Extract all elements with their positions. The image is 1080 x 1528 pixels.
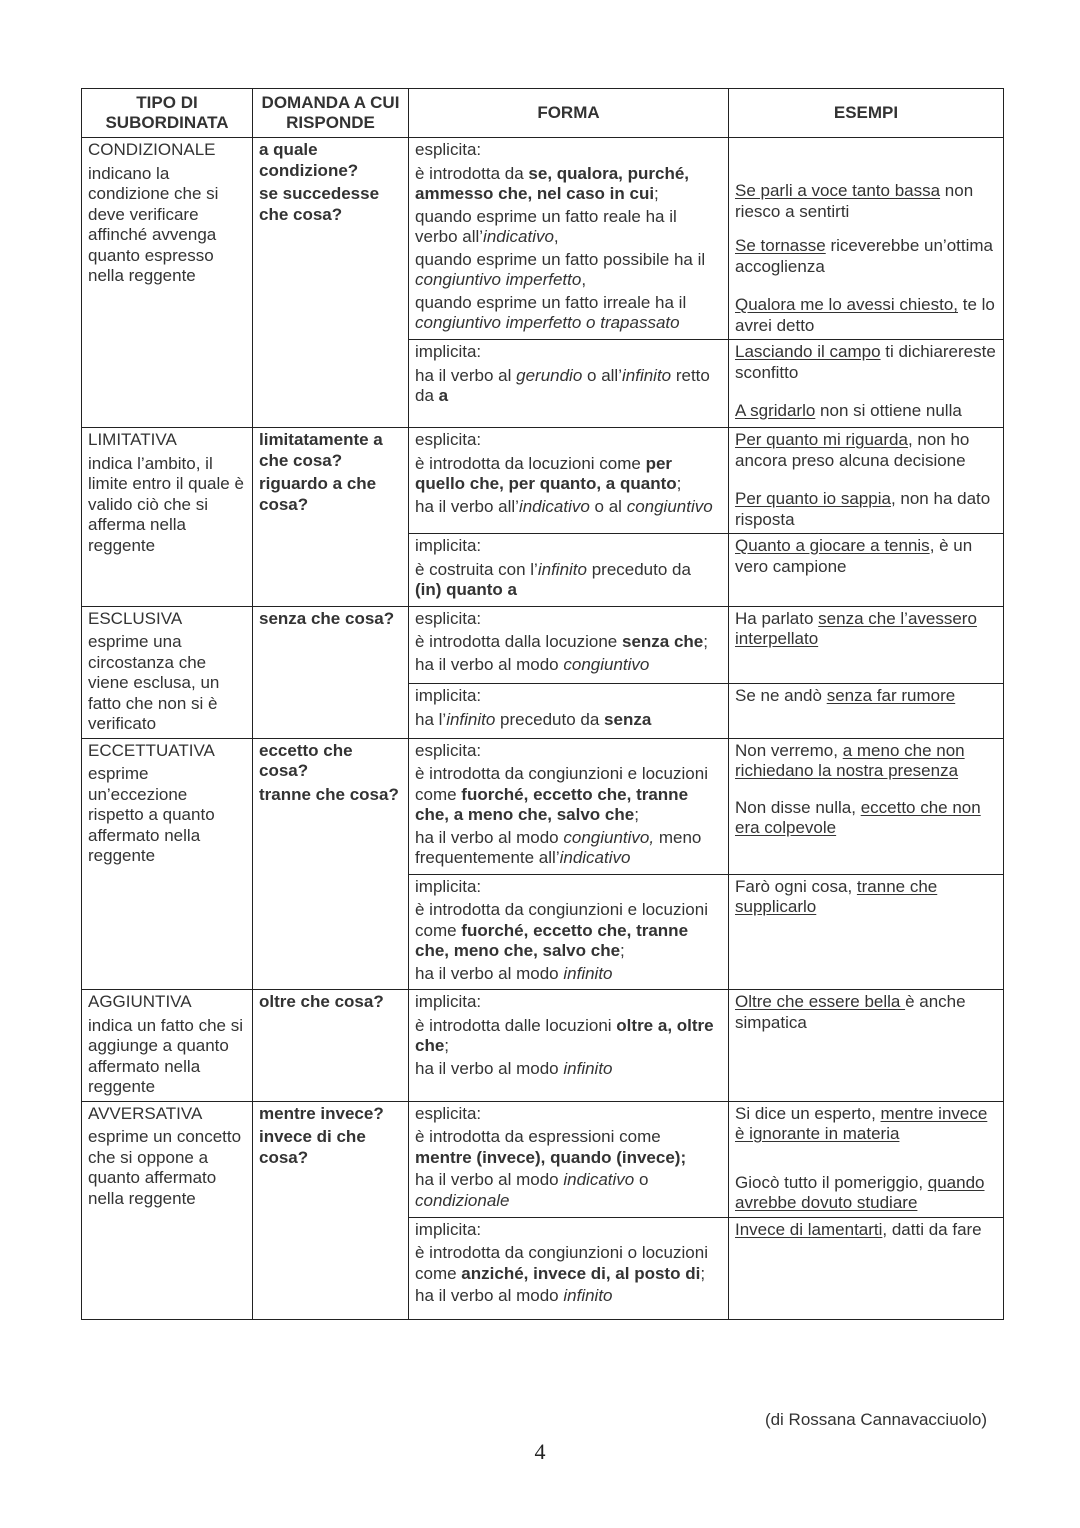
esempi-cell xyxy=(729,738,1004,874)
esempio: A sgridarlo non si ottiene nulla xyxy=(735,401,962,420)
esempio: Ha parlato senza che l’avessero interpellato xyxy=(735,608,977,648)
forma-esplicita xyxy=(409,428,729,534)
esempio: Non verremo, a meno che non richiedano la nostra presenza xyxy=(735,740,965,780)
forma-label: esplicita: xyxy=(415,140,482,159)
esempio: Si dice un esperto, mentre invece è ignorante in materia xyxy=(735,1103,988,1143)
row-limitativa-esplicita xyxy=(82,428,1004,534)
forma-label: esplicita: xyxy=(415,1103,482,1123)
forma-line: è costruita con l’infinito preceduto da (in) quanto a xyxy=(415,559,691,599)
domanda-cell xyxy=(253,990,409,1102)
esempio: Per quanto io sappia, non ha dato risposta xyxy=(735,489,991,529)
tipo-desc: esprime un’eccezione rispetto a quanto affermato nella reggente xyxy=(88,764,215,865)
domanda-cell xyxy=(253,138,409,428)
header-forma: FORMA xyxy=(409,89,729,138)
header-row xyxy=(82,89,1004,138)
forma-line: ha il verbo al modo congiuntivo xyxy=(415,654,650,674)
esempi-cell xyxy=(729,990,1004,1102)
row-avversativa-esplicita xyxy=(82,1101,1004,1217)
tipo-cell xyxy=(82,738,253,990)
forma-line: ha il verbo al gerundio o all’infinito retto da a xyxy=(415,365,710,405)
row-condizionale-esplicita xyxy=(82,138,1004,340)
forma-implicita xyxy=(409,1217,729,1319)
forma-implicita xyxy=(409,340,729,428)
esempi-cell xyxy=(729,428,1004,534)
tipo-name: CONDIZIONALE xyxy=(88,140,216,159)
forma-line: ha il verbo al modo infinito xyxy=(415,963,613,983)
esempio: Quanto a giocare a tennis, è un vero campione xyxy=(735,536,973,576)
domanda: mentre invece? xyxy=(259,1103,384,1123)
forma-line: è introdotta da congiunzioni e locuzioni come fuorché, eccetto che, tranne che, meno che, salvo che; xyxy=(415,900,708,960)
header-domanda: DOMANDA A CUI RISPONDE xyxy=(253,89,409,138)
domanda: se succedesse che cosa? xyxy=(259,184,380,224)
tipo-desc: esprime una circostanza che viene esclusa, un fatto che non si è verificato xyxy=(88,632,220,733)
row-esclusiva-esplicita xyxy=(82,606,1004,684)
tipo-cell xyxy=(82,138,253,428)
forma-line: quando esprime un fatto reale ha il verbo all’indicativo, xyxy=(415,206,677,246)
forma-line: ha il verbo al modo infinito xyxy=(415,1286,613,1305)
tipo-cell xyxy=(82,1101,253,1319)
forma-line: è introdotta da locuzioni come per quello che, per quanto, a quanto; xyxy=(415,453,682,493)
forma-line: è introdotta da congiunzioni o locuzioni come anziché, invece di, al posto di; xyxy=(415,1243,708,1283)
esempio: Non disse nulla, eccetto che non era colpevole xyxy=(735,797,981,837)
domanda: tranne che cosa? xyxy=(259,784,399,804)
forma-esplicita xyxy=(409,138,729,340)
forma-label: esplicita: xyxy=(415,430,482,449)
row-eccettuativa-esplicita xyxy=(82,738,1004,874)
forma-esplicita xyxy=(409,1101,729,1217)
esempio: Giocò tutto il pomeriggio, quando avrebbe dovuto studiare xyxy=(735,1172,985,1212)
tipo-desc: indicano la condizione che si deve verificare affinché avvenga quanto espresso nella reggente xyxy=(88,163,219,285)
forma-line: ha l’infinito preceduto da senza xyxy=(415,709,652,729)
esempi-cell xyxy=(729,534,1004,607)
tipo-desc: indica un fatto che si aggiunge a quanto affermato nella reggente xyxy=(88,1015,243,1096)
forma-label: implicita: xyxy=(415,992,482,1011)
forma-line: è introdotta da se, qualora, purché, ammesso che, nel caso in cui; xyxy=(415,163,690,203)
domanda-cell xyxy=(253,606,409,738)
forma-line: ha il verbo al modo infinito xyxy=(415,1058,613,1078)
domanda: riguardo a che cosa? xyxy=(259,474,377,514)
forma-label: implicita: xyxy=(415,342,482,361)
author-credit: (di Rossana Cannavacciuolo) xyxy=(764,1410,987,1429)
forma-implicita xyxy=(409,534,729,607)
tipo-cell xyxy=(82,606,253,738)
esempio: Farò ogni cosa, tranne che supplicarlo xyxy=(735,876,938,916)
esempi-cell xyxy=(729,138,1004,340)
tipo-desc: indica l’ambito, il limite entro il quale è valido ciò che si afferma nella reggente xyxy=(88,453,244,555)
esempio: Per quanto mi riguarda, non ho ancora preso alcuna decisione xyxy=(735,430,970,470)
page-number: 4 xyxy=(534,1439,546,1464)
forma-esplicita xyxy=(409,606,729,684)
esempi-cell xyxy=(729,340,1004,428)
domanda: senza che cosa? xyxy=(259,608,395,628)
forma-line: ha il verbo al modo congiuntivo, meno frequentemente all’indicativo xyxy=(415,827,702,867)
forma-line: è introdotta da congiunzioni e locuzioni come fuorché, eccetto che, tranne che, a meno che, salvo che; xyxy=(415,764,708,824)
domanda: a quale condizione? xyxy=(259,140,359,180)
forma-implicita xyxy=(409,684,729,738)
forma-label: implicita: xyxy=(415,536,482,555)
forma-line: quando esprime un fatto possibile ha il congiuntivo imperfetto, xyxy=(415,249,706,289)
esempio: Se parli a voce tanto bassa non riesco a sentirti xyxy=(735,181,974,221)
forma-line: ha il verbo all’indicativo o al congiuntivo xyxy=(415,496,713,516)
tipo-desc: esprime un concetto che si oppone a quanto affermato nella reggente xyxy=(88,1127,242,1208)
esempi-cell xyxy=(729,874,1004,990)
row-aggiuntiva-implicita xyxy=(82,990,1004,1102)
forma-label: implicita: xyxy=(415,686,482,706)
esempi-cell xyxy=(729,1101,1004,1217)
tipo-cell xyxy=(82,428,253,607)
domanda: invece di che cosa? xyxy=(259,1127,366,1167)
forma-line: ha il verbo al modo indicativo o condizionale xyxy=(415,1170,649,1210)
tipo-name: AVVERSATIVA xyxy=(88,1103,203,1123)
esempio: Lasciando il campo ti dichiarereste sconfitto xyxy=(735,342,996,382)
forma-line: è introdotta da espressioni come mentre (invece), quando (invece); xyxy=(415,1127,687,1167)
domanda: oltre che cosa? xyxy=(259,992,384,1011)
domanda-cell xyxy=(253,428,409,607)
tipo-name: ECCETTUATIVA xyxy=(88,740,215,760)
forma-implicita xyxy=(409,874,729,990)
esempio: Oltre che essere bella è anche simpatica xyxy=(735,992,966,1032)
domanda-cell xyxy=(253,1101,409,1319)
forma-label: implicita: xyxy=(415,876,482,896)
forma-label: implicita: xyxy=(415,1219,482,1239)
forma-label: esplicita: xyxy=(415,740,482,760)
esempio: Se tornasse riceverebbe un’ottima accoglienza xyxy=(735,236,993,276)
forma-line: è introdotta dalla locuzione senza che; xyxy=(415,632,708,651)
header-tipo: TIPO DI SUBORDINATA xyxy=(82,89,253,138)
tipo-cell xyxy=(82,990,253,1102)
forma-esplicita xyxy=(409,738,729,874)
header-esempi: ESEMPI xyxy=(729,89,1004,138)
domanda: limitatamente a che cosa? xyxy=(259,430,383,470)
esempio: Se ne andò senza far rumore xyxy=(735,686,956,706)
tipo-name: AGGIUNTIVA xyxy=(88,992,192,1011)
subordinate-table xyxy=(81,88,1004,1320)
tipo-name: ESCLUSIVA xyxy=(88,608,183,628)
domanda-cell xyxy=(253,738,409,990)
tipo-name: LIMITATIVA xyxy=(88,430,177,449)
domanda: eccetto che cosa? xyxy=(259,740,353,780)
forma-line: quando esprime un fatto irreale ha il congiuntivo imperfetto o trapassato xyxy=(415,292,687,332)
forma-line: è introdotta dalle locuzioni oltre a, oltre che; xyxy=(415,1015,714,1055)
forma-label: esplicita: xyxy=(415,608,482,628)
forma-implicita xyxy=(409,990,729,1102)
esempio: Qualora me lo avessi chiesto, te lo avrei detto xyxy=(735,295,995,335)
esempi-cell xyxy=(729,684,1004,738)
esempio: Invece di lamentarti, datti da fare xyxy=(735,1219,982,1239)
esempi-cell xyxy=(729,1217,1004,1319)
esempi-cell xyxy=(729,606,1004,684)
